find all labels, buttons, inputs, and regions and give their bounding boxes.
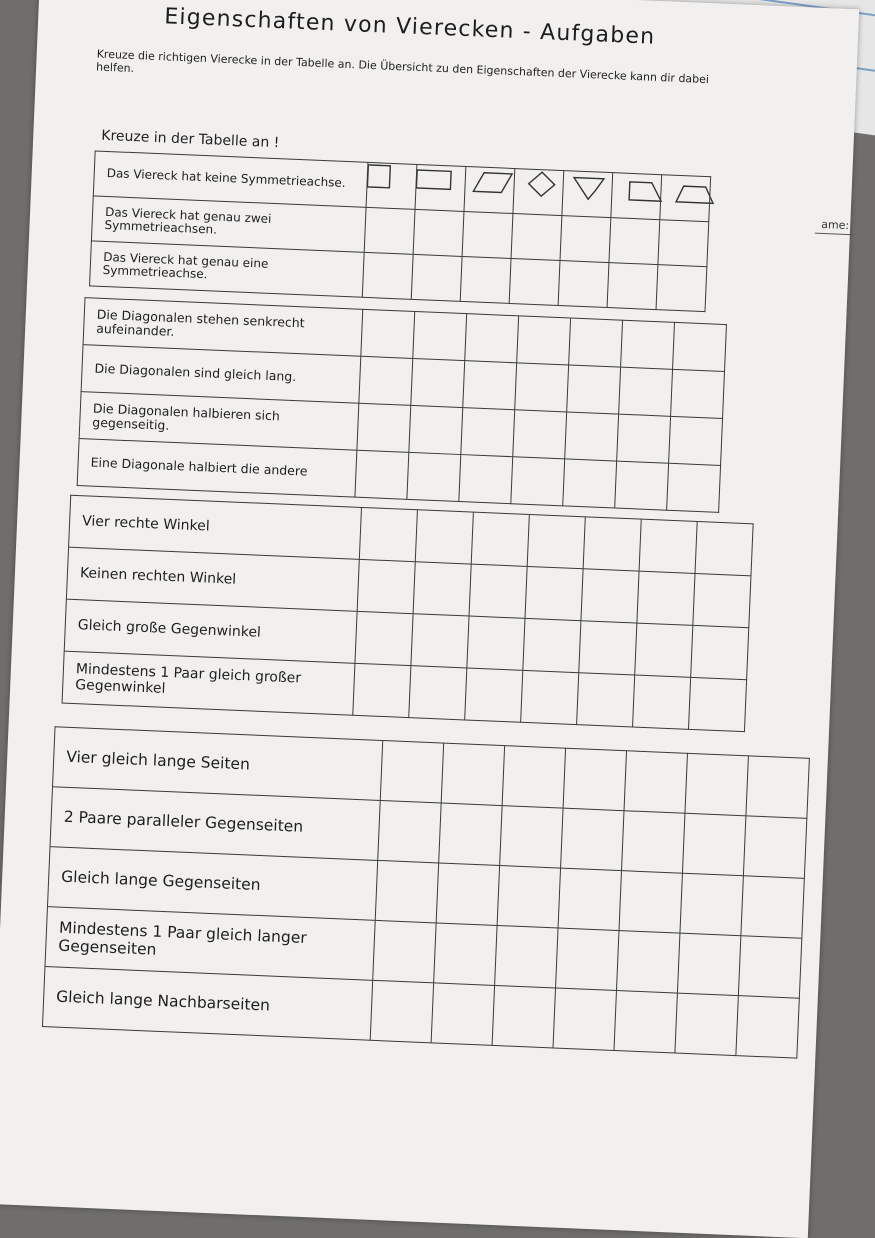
property-label: Die Diagonalen stehen senkrecht aufeinander. xyxy=(83,298,363,357)
checkbox-cell[interactable] xyxy=(373,920,436,983)
checkbox-cell[interactable] xyxy=(619,871,682,934)
checkbox-cell[interactable] xyxy=(561,808,624,871)
checkbox-cell[interactable] xyxy=(563,748,626,811)
checkbox-cell[interactable] xyxy=(565,412,619,461)
checkbox-cell[interactable] xyxy=(677,933,740,996)
property-label: Vier rechte Winkel xyxy=(69,495,362,559)
checkbox-cell[interactable] xyxy=(353,663,411,717)
checkbox-cell[interactable] xyxy=(527,514,585,568)
checkbox-cell[interactable] xyxy=(434,923,497,986)
checkbox-cell[interactable] xyxy=(609,218,660,265)
checkbox-cell[interactable] xyxy=(413,562,471,616)
checkbox-cell[interactable] xyxy=(579,621,637,675)
angles-table xyxy=(62,495,754,732)
checkbox-cell[interactable] xyxy=(500,806,563,869)
property-label: Vier gleich lange Seiten xyxy=(53,727,383,801)
checkbox-cell[interactable] xyxy=(607,263,658,310)
checkbox-cell[interactable] xyxy=(415,164,466,211)
checkbox-cell[interactable] xyxy=(413,209,464,256)
checkbox-cell[interactable] xyxy=(525,566,583,620)
property-label: Gleich lange Nachbarseiten xyxy=(42,967,372,1041)
checkbox-cell[interactable] xyxy=(375,860,438,923)
checkbox-cell[interactable] xyxy=(558,261,609,308)
checkbox-cell[interactable] xyxy=(611,173,662,220)
property-label: Die Diagonalen sind gleich lang. xyxy=(81,345,361,404)
checkbox-cell[interactable] xyxy=(515,363,569,412)
checkbox-cell[interactable] xyxy=(378,800,441,863)
checkbox-cell[interactable] xyxy=(502,746,565,809)
checkbox-cell[interactable] xyxy=(359,507,417,561)
worksheet-title: Eigenschaften von Vierecken - Aufgaben xyxy=(163,4,656,50)
checkbox-cell[interactable] xyxy=(463,361,517,410)
checkbox-cell[interactable] xyxy=(509,258,560,305)
checkbox-cell[interactable] xyxy=(577,673,635,727)
checkbox-cell[interactable] xyxy=(558,868,621,931)
instructions: Kreuze die richtigen Vierecke in der Tabelle an. Die Übersicht zu den Eigenschaften der Vierecke kann dir dabei helfen. xyxy=(95,47,710,87)
name-field-label: ame: xyxy=(815,218,854,236)
checkbox-cell[interactable] xyxy=(639,519,697,573)
checkbox-cell[interactable] xyxy=(513,169,564,216)
checkbox-cell[interactable] xyxy=(695,521,753,575)
checkbox-cell[interactable] xyxy=(615,461,669,510)
checkbox-cell[interactable] xyxy=(359,356,413,405)
checkbox-cell[interactable] xyxy=(439,803,502,866)
checkbox-cell[interactable] xyxy=(441,743,504,806)
checkbox-cell[interactable] xyxy=(415,510,473,564)
checkbox-cell[interactable] xyxy=(465,668,523,722)
checkbox-cell[interactable] xyxy=(685,753,748,816)
checkbox-cell[interactable] xyxy=(409,666,467,720)
checkbox-cell[interactable] xyxy=(569,318,623,367)
checkbox-cell[interactable] xyxy=(658,220,709,267)
checkbox-cell[interactable] xyxy=(635,623,693,677)
checkbox-cell[interactable] xyxy=(471,512,529,566)
checkbox-cell[interactable] xyxy=(407,452,461,501)
checkbox-cell[interactable] xyxy=(460,256,511,303)
property-label: Gleich lange Gegenseiten xyxy=(47,847,377,921)
checkbox-cell[interactable] xyxy=(553,988,616,1051)
checkbox-cell[interactable] xyxy=(467,616,525,670)
checkbox-cell[interactable] xyxy=(567,365,621,414)
checkbox-cell[interactable] xyxy=(738,936,801,999)
checkbox-cell[interactable] xyxy=(513,410,567,459)
checkbox-cell[interactable] xyxy=(357,559,415,613)
property-label: Das Viereck hat genau eine Symmetrieachse. xyxy=(90,241,365,297)
checkbox-cell[interactable] xyxy=(459,455,513,504)
checkbox-cell[interactable] xyxy=(413,311,467,360)
checkbox-cell[interactable] xyxy=(465,314,519,363)
checkbox-cell[interactable] xyxy=(411,614,469,668)
checkbox-cell[interactable] xyxy=(693,573,751,627)
checkbox-cell[interactable] xyxy=(688,677,746,731)
checkbox-cell[interactable] xyxy=(523,618,581,672)
checkbox-cell[interactable] xyxy=(495,925,558,988)
checkbox-cell[interactable] xyxy=(617,414,671,463)
checkbox-cell[interactable] xyxy=(680,873,743,936)
checkbox-cell[interactable] xyxy=(511,214,562,261)
checkbox-cell[interactable] xyxy=(357,403,411,452)
property-label: Keinen rechten Winkel xyxy=(66,547,359,611)
checkbox-cell[interactable] xyxy=(622,811,685,874)
checkbox-cell[interactable] xyxy=(563,459,617,508)
checkbox-cell[interactable] xyxy=(673,322,727,371)
diagonals-table xyxy=(77,297,727,513)
checkbox-cell[interactable] xyxy=(633,675,691,729)
checkbox-cell[interactable] xyxy=(355,450,409,499)
checkbox-cell[interactable] xyxy=(583,517,641,571)
checkbox-cell[interactable] xyxy=(469,564,527,618)
checkbox-cell[interactable] xyxy=(660,175,711,222)
checkbox-cell[interactable] xyxy=(675,993,738,1056)
checkbox-cell[interactable] xyxy=(614,991,677,1054)
checkbox-cell[interactable] xyxy=(671,369,725,418)
checkbox-cell[interactable] xyxy=(682,813,745,876)
table-instruction: Kreuze in der Tabelle an ! xyxy=(100,127,280,152)
checkbox-cell[interactable] xyxy=(637,571,695,625)
property-label: Mindestens 1 Paar gleich langer Gegenseiten xyxy=(45,907,375,981)
checkbox-cell[interactable] xyxy=(355,611,413,665)
checkbox-cell[interactable] xyxy=(669,416,723,465)
property-label: Mindestens 1 Paar gleich großer Gegenwinkel xyxy=(62,651,355,715)
checkbox-cell[interactable] xyxy=(581,569,639,623)
checkbox-cell[interactable] xyxy=(380,741,443,804)
checkbox-cell[interactable] xyxy=(362,252,413,299)
checkbox-cell[interactable] xyxy=(361,309,415,358)
checkbox-cell[interactable] xyxy=(562,171,613,218)
checkbox-cell[interactable] xyxy=(741,876,804,939)
checkbox-cell[interactable] xyxy=(616,931,679,994)
checkbox-cell[interactable] xyxy=(462,211,513,258)
property-label: 2 Paare paralleler Gegenseiten xyxy=(50,787,380,861)
property-label: Das Viereck hat keine Symmetrieachse. xyxy=(93,151,368,207)
checkbox-cell[interactable] xyxy=(743,816,806,879)
property-label: Eine Diagonale halbiert die andere xyxy=(77,439,357,498)
checkbox-cell[interactable] xyxy=(366,162,417,209)
checkbox-cell[interactable] xyxy=(691,625,749,679)
property-label: Die Diagonalen halbieren sich gegenseitig. xyxy=(79,392,359,451)
property-label: Gleich große Gegenwinkel xyxy=(64,599,357,663)
checkbox-cell[interactable] xyxy=(436,863,499,926)
checkbox-cell[interactable] xyxy=(492,985,555,1048)
checkbox-cell[interactable] xyxy=(624,751,687,814)
checkbox-cell[interactable] xyxy=(667,463,721,512)
checkbox-cell[interactable] xyxy=(560,216,611,263)
sides-table xyxy=(42,726,810,1058)
checkbox-cell[interactable] xyxy=(464,167,515,214)
checkbox-cell[interactable] xyxy=(461,408,515,457)
checkbox-cell[interactable] xyxy=(746,756,809,819)
checkbox-cell[interactable] xyxy=(736,996,799,1059)
checkbox-cell[interactable] xyxy=(521,670,579,724)
checkbox-cell[interactable] xyxy=(619,367,673,416)
checkbox-cell[interactable] xyxy=(409,405,463,454)
symmetry-table xyxy=(89,150,711,312)
checkbox-cell[interactable] xyxy=(411,358,465,407)
checkbox-cell[interactable] xyxy=(364,207,415,254)
property-label: Das Viereck hat genau zwei Symmetrieachsen. xyxy=(91,196,366,252)
checkbox-cell[interactable] xyxy=(621,320,675,369)
checkbox-cell[interactable] xyxy=(556,928,619,991)
checkbox-cell[interactable] xyxy=(411,254,462,301)
checkbox-cell[interactable] xyxy=(511,457,565,506)
checkbox-cell[interactable] xyxy=(656,265,707,312)
checkbox-cell[interactable] xyxy=(370,980,433,1043)
checkbox-cell[interactable] xyxy=(497,866,560,929)
checkbox-cell[interactable] xyxy=(517,316,571,365)
checkbox-cell[interactable] xyxy=(431,983,494,1046)
